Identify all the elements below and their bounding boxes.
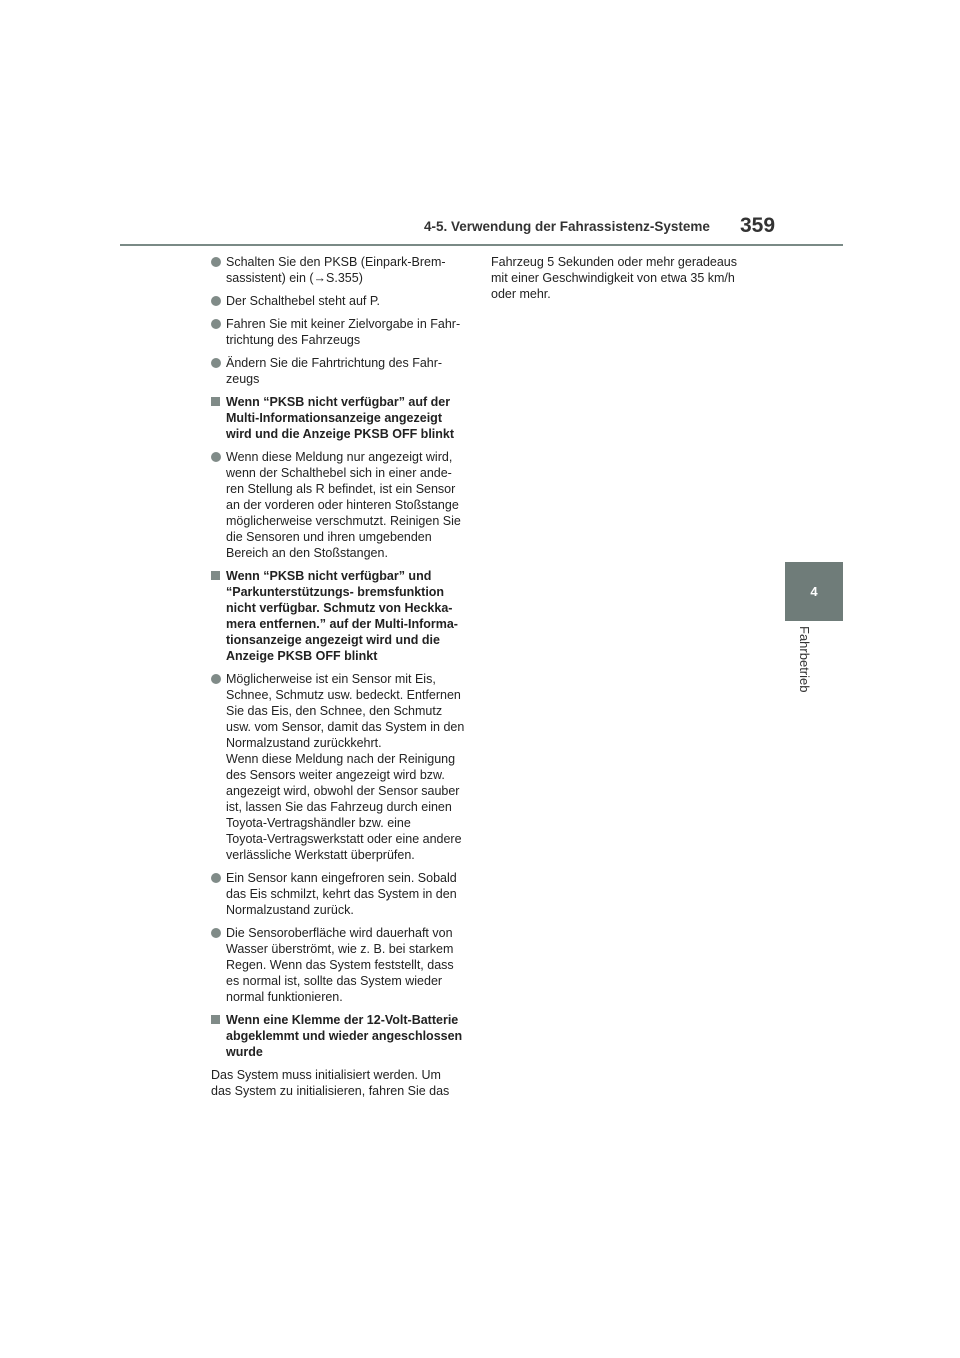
bullet-item: [211, 254, 471, 286]
bullet-dot-icon: [211, 674, 221, 684]
bullet-item: [211, 449, 471, 561]
bullet-item: [211, 870, 471, 918]
heading-text: Wenn “PKSB nicht verfügbar” und “Parkunterstützungs- bremsfunktion nicht verfügbar. Schmutz von Heckka- mera entfernen.” auf der Multi-Informa- tionsanzeige angezeigt wird und die Anzeige PKSB OFF blinkt: [226, 569, 458, 663]
heading-square-icon: [211, 397, 220, 406]
header-rule: [120, 244, 843, 246]
bullet-item: [211, 925, 471, 1005]
section-heading: [211, 568, 471, 664]
bullet-text: Ein Sensor kann eingefroren sein. Sobald das Eis schmilzt, kehrt das System in den Normalzustand zurück.: [226, 871, 457, 917]
heading-square-icon: [211, 571, 220, 580]
bullet-item: [211, 671, 471, 863]
chapter-number: 4: [810, 584, 818, 599]
page-number: 359: [740, 214, 776, 237]
header-section-title: 4-5. Verwendung der Fahrassistenz-Systeme: [424, 219, 710, 234]
heading-square-icon: [211, 1015, 220, 1024]
bullet-dot-icon: [211, 452, 221, 462]
bullet-text: Der Schalthebel steht auf P.: [226, 294, 381, 308]
bullet-dot-icon: [211, 928, 221, 938]
left-column: [211, 254, 471, 1099]
chapter-name: Fahrbetrieb: [797, 626, 812, 693]
right-column: [491, 254, 751, 302]
bullet-dot-icon: [211, 257, 221, 267]
section-heading: [211, 1012, 471, 1060]
chapter-tab: [785, 562, 843, 621]
bullet-item: [211, 293, 471, 309]
body-paragraph-continued: Fahrzeug 5 Sekunden oder mehr geradeaus mit einer Geschwindigkeit von etwa 35 km/h oder mehr.: [491, 255, 737, 301]
bullet-text: Ändern Sie die Fahrtrichtung des Fahr- zeugs: [226, 356, 443, 386]
heading-text: Wenn “PKSB nicht verfügbar” auf der Multi-Informationsanzeige angezeigt wird und die Anzeige PKSB OFF blinkt: [226, 395, 455, 441]
bullet-dot-icon: [211, 873, 221, 883]
bullet-text: Möglicherweise ist ein Sensor mit Eis, Schnee, Schmutz usw. bedeckt. Entfernen Sie das Eis, den Schnee, den Schmutz usw. vom Sensor, damit das System in den Normalzustand zurückkehrt. Wenn diese Meldung nach der Reinigung des Sensors weiter angezeigt wird bzw. angezeigt wird, obwohl der Sensor sauber ist, lassen Sie das Fahrzeug durch einen Toyota-Vertragshändler bzw. eine Toyota-Vertragswerkstatt oder eine andere verlässliche Werkstatt überprüfen.: [226, 672, 465, 862]
bullet-dot-icon: [211, 319, 221, 329]
section-heading: [211, 394, 471, 442]
bullet-text: Schalten Sie den PKSB (Einpark-Brem- sassistent) ein (→S.355): [226, 255, 446, 285]
bullet-item: [211, 316, 471, 348]
bullet-text: Wenn diese Meldung nur angezeigt wird, wenn der Schalthebel sich in einer ande- ren Stellung als R befindet, ist ein Sensor an der vorderen oder hinteren Stoßstange möglicherweise verschmutzt. Reinigen Sie die Sensoren und ihren umgebenden Bereich an den Stoßstangen.: [226, 450, 461, 560]
bullet-dot-icon: [211, 296, 221, 306]
heading-text: Wenn eine Klemme der 12-Volt-Batterie abgeklemmt und wieder angeschlossen wurde: [226, 1013, 463, 1059]
body-paragraph: Das System muss initialisiert werden. Um das System zu initialisieren, fahren Sie das: [211, 1068, 450, 1098]
bullet-item: [211, 355, 471, 387]
bullet-dot-icon: [211, 358, 221, 368]
bullet-text: Die Sensoroberfläche wird dauerhaft von Wasser überströmt, wie z. B. bei starkem Regen. Wenn das System feststellt, dass es normal ist, sollte das System wieder normal funktionieren.: [226, 926, 454, 1004]
bullet-text: Fahren Sie mit keiner Zielvorgabe in Fahr- trichtung des Fahrzeugs: [226, 317, 461, 347]
